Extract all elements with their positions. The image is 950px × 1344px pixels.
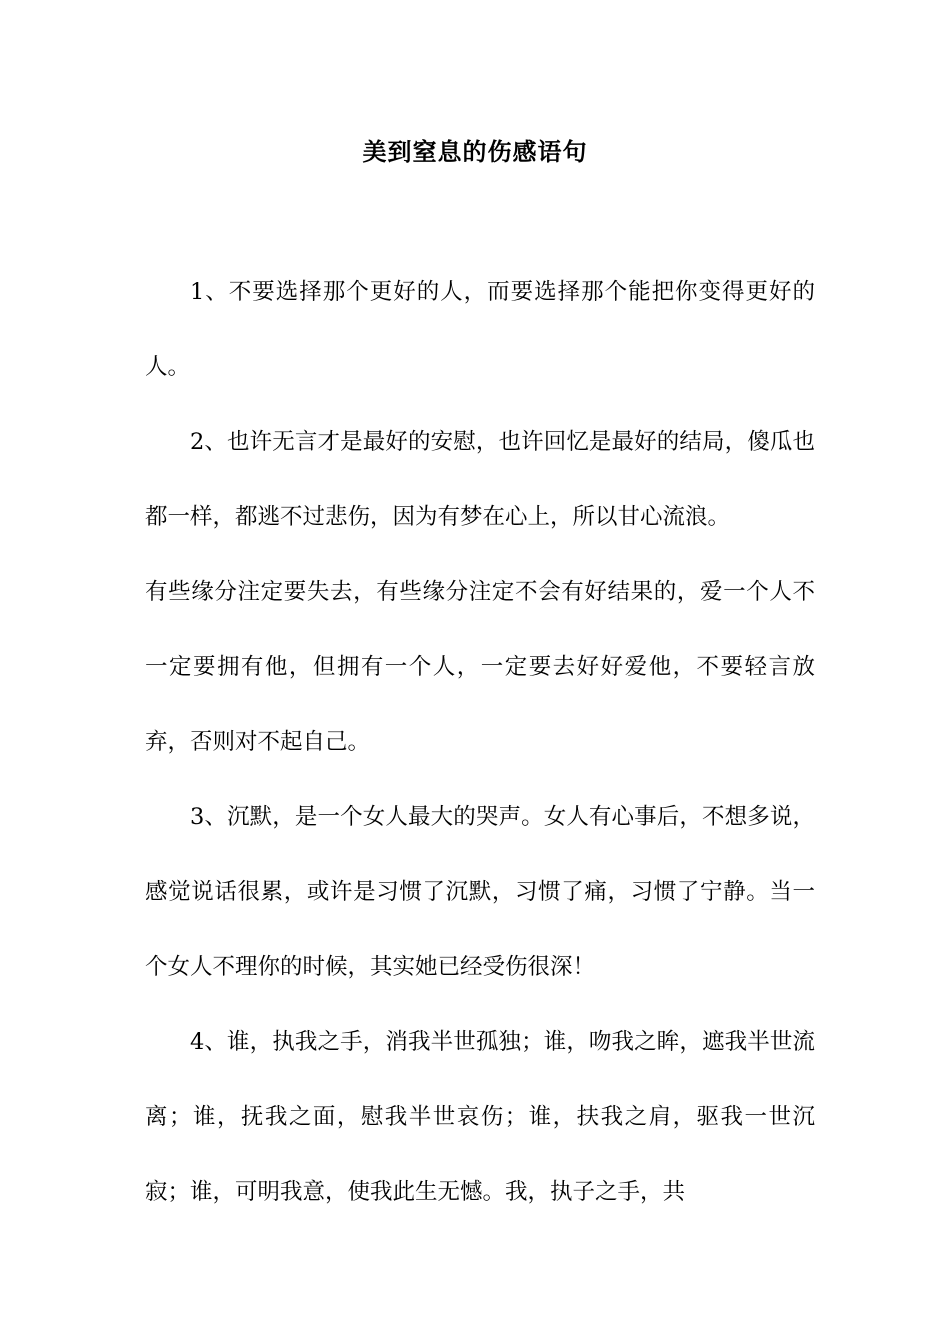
paragraph-5: 4、谁，执我之手，消我半世孤独；谁，吻我之眸，遮我半世流离；谁，抚我之面，慰我半世哀伤；谁，扶我之肩，驱我一世沉寂；谁，可明我意，使我此生无憾。我，执子之手，共: [145, 1029, 815, 1205]
paragraph-4: 3、沉默，是一个女人最大的哭声。女人有心事后，不想多说，感觉说话很累，或许是习惯了沉默，习惯了痛，习惯了宁静。当一个女人不理你的时候，其实她已经受伤很深！: [145, 804, 815, 980]
document-body: [145, 255, 815, 1230]
paragraph-1: 1、不要选择那个更好的人，而要选择那个能把你变得更好的人。: [145, 279, 815, 380]
paragraph-3: 有些缘分注定要失去，有些缘分注定不会有好结果的，爱一个人不一定要拥有他，但拥有一个人，一定要去好好爱他，不要轻言放弃，否则对不起自己。: [145, 579, 815, 755]
document-title: 美到窒息的伤感语句: [362, 138, 588, 166]
paragraph-2: 2、也许无言才是最好的安慰，也许回忆是最好的结局，傻瓜也都一样，都逃不过悲伤，因为有梦在心上，所以甘心流浪。: [145, 429, 815, 530]
